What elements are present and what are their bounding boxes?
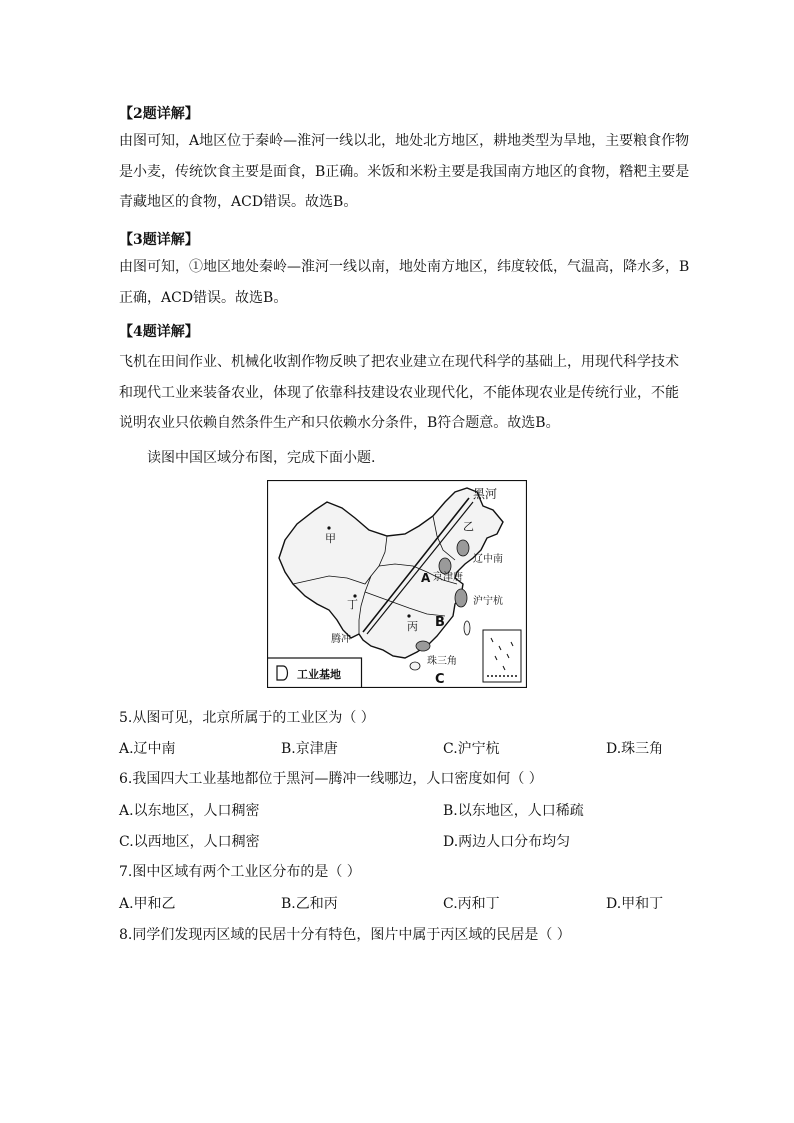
q7-option-d[interactable]: D.甲和丁	[606, 896, 664, 912]
legend-symbol-icon	[277, 666, 288, 680]
q7-option-c[interactable]: C.丙和丁	[443, 896, 500, 912]
q4-explanation: 飞机在田间作业、机械化收割作物反映了把农业建立在现代科学的基础上，用现代科学技术和现代工业来装备农业，体现了依靠科技建设农业现代化，不能体现农业是传统行业，不能说明农业只依赖自然条件生产和只依赖水分条件，B符合题意。故选B。	[119, 354, 679, 431]
hainan-island	[410, 662, 420, 670]
q5-option-a[interactable]: A.辽中南	[119, 741, 176, 757]
q7-stem: 7.图中区域有两个工业区分布的是（ ）	[119, 864, 361, 880]
q3-heading: 【3题详解】	[119, 232, 199, 248]
label-bing: 丙	[407, 620, 418, 633]
label-liaozhongnan: 辽中南	[473, 554, 503, 565]
label-tengchong: 腾冲	[331, 634, 351, 645]
label-ding: 丁	[347, 598, 358, 611]
q6-option-d[interactable]: D.两边人口分布均匀	[443, 834, 571, 850]
legend-label: 工业基地	[297, 668, 341, 681]
label-jingjintang: 京津唐	[433, 572, 463, 583]
q5-option-c[interactable]: C.沪宁杭	[443, 741, 500, 757]
q6-option-a[interactable]: A.以东地区，人口稠密	[119, 803, 260, 819]
q2-heading: 【2题详解】	[119, 106, 199, 122]
point-bing	[407, 614, 410, 617]
label-zhusanjiao: 珠三角	[427, 656, 457, 667]
q5-option-b[interactable]: B.京津唐	[281, 741, 338, 757]
q5-option-d[interactable]: D.珠三角	[606, 741, 664, 757]
label-B: B	[435, 615, 445, 630]
label-jia: 甲	[325, 532, 336, 545]
q8-stem: 8.同学们发现丙区域的民居十分有特色，图片中属于丙区域的民居是（ ）	[119, 927, 571, 943]
label-C: C	[435, 672, 445, 687]
map-intro: 读图中国区域分布图，完成下面小题.	[147, 450, 376, 466]
label-yi: 乙	[463, 520, 474, 533]
industrial-base-zhusanjiao	[416, 641, 430, 651]
label-huninghang: 沪宁杭	[473, 596, 503, 607]
industrial-base-liaozhongnan	[457, 540, 469, 556]
q2-explanation: 由图可知，A地区位于秦岭—淮河一线以北，地处北方地区，耕地类型为旱地，主要粮食作物是小麦，传统饮食主要是面食，B正确。米饭和米粉主要是我国南方地区的食物，糌粑主要是青藏地区的食物，ACD错误。故选B。	[119, 133, 690, 210]
q7-option-b[interactable]: B.乙和丙	[281, 896, 338, 912]
q7-option-a[interactable]: A.甲和乙	[119, 896, 176, 912]
label-heihe: 黑河	[473, 487, 498, 501]
south-china-sea-inset	[483, 630, 521, 682]
q4-heading: 【4题详解】	[119, 324, 199, 340]
q5-stem: 5.从图可见，北京所属于的工业区为（ ）	[119, 710, 375, 726]
q6-option-b[interactable]: B.以东地区，人口稀疏	[443, 803, 584, 819]
industrial-base-huninghang	[455, 589, 467, 607]
point-jia	[327, 526, 330, 529]
label-A: A	[421, 571, 431, 585]
china-region-map	[267, 480, 527, 688]
taiwan-island	[464, 621, 470, 635]
q3-explanation: 由图可知，①地区地处秦岭—淮河一线以南，地处南方地区，纬度较低，气温高，降水多，B正确，ACD错误。故选B。	[119, 259, 690, 306]
q6-stem: 6.我国四大工业基地都位于黑河—腾冲一线哪边，人口密度如何（ ）	[119, 771, 543, 787]
q6-option-c[interactable]: C.以西地区，人口稠密	[119, 834, 260, 850]
